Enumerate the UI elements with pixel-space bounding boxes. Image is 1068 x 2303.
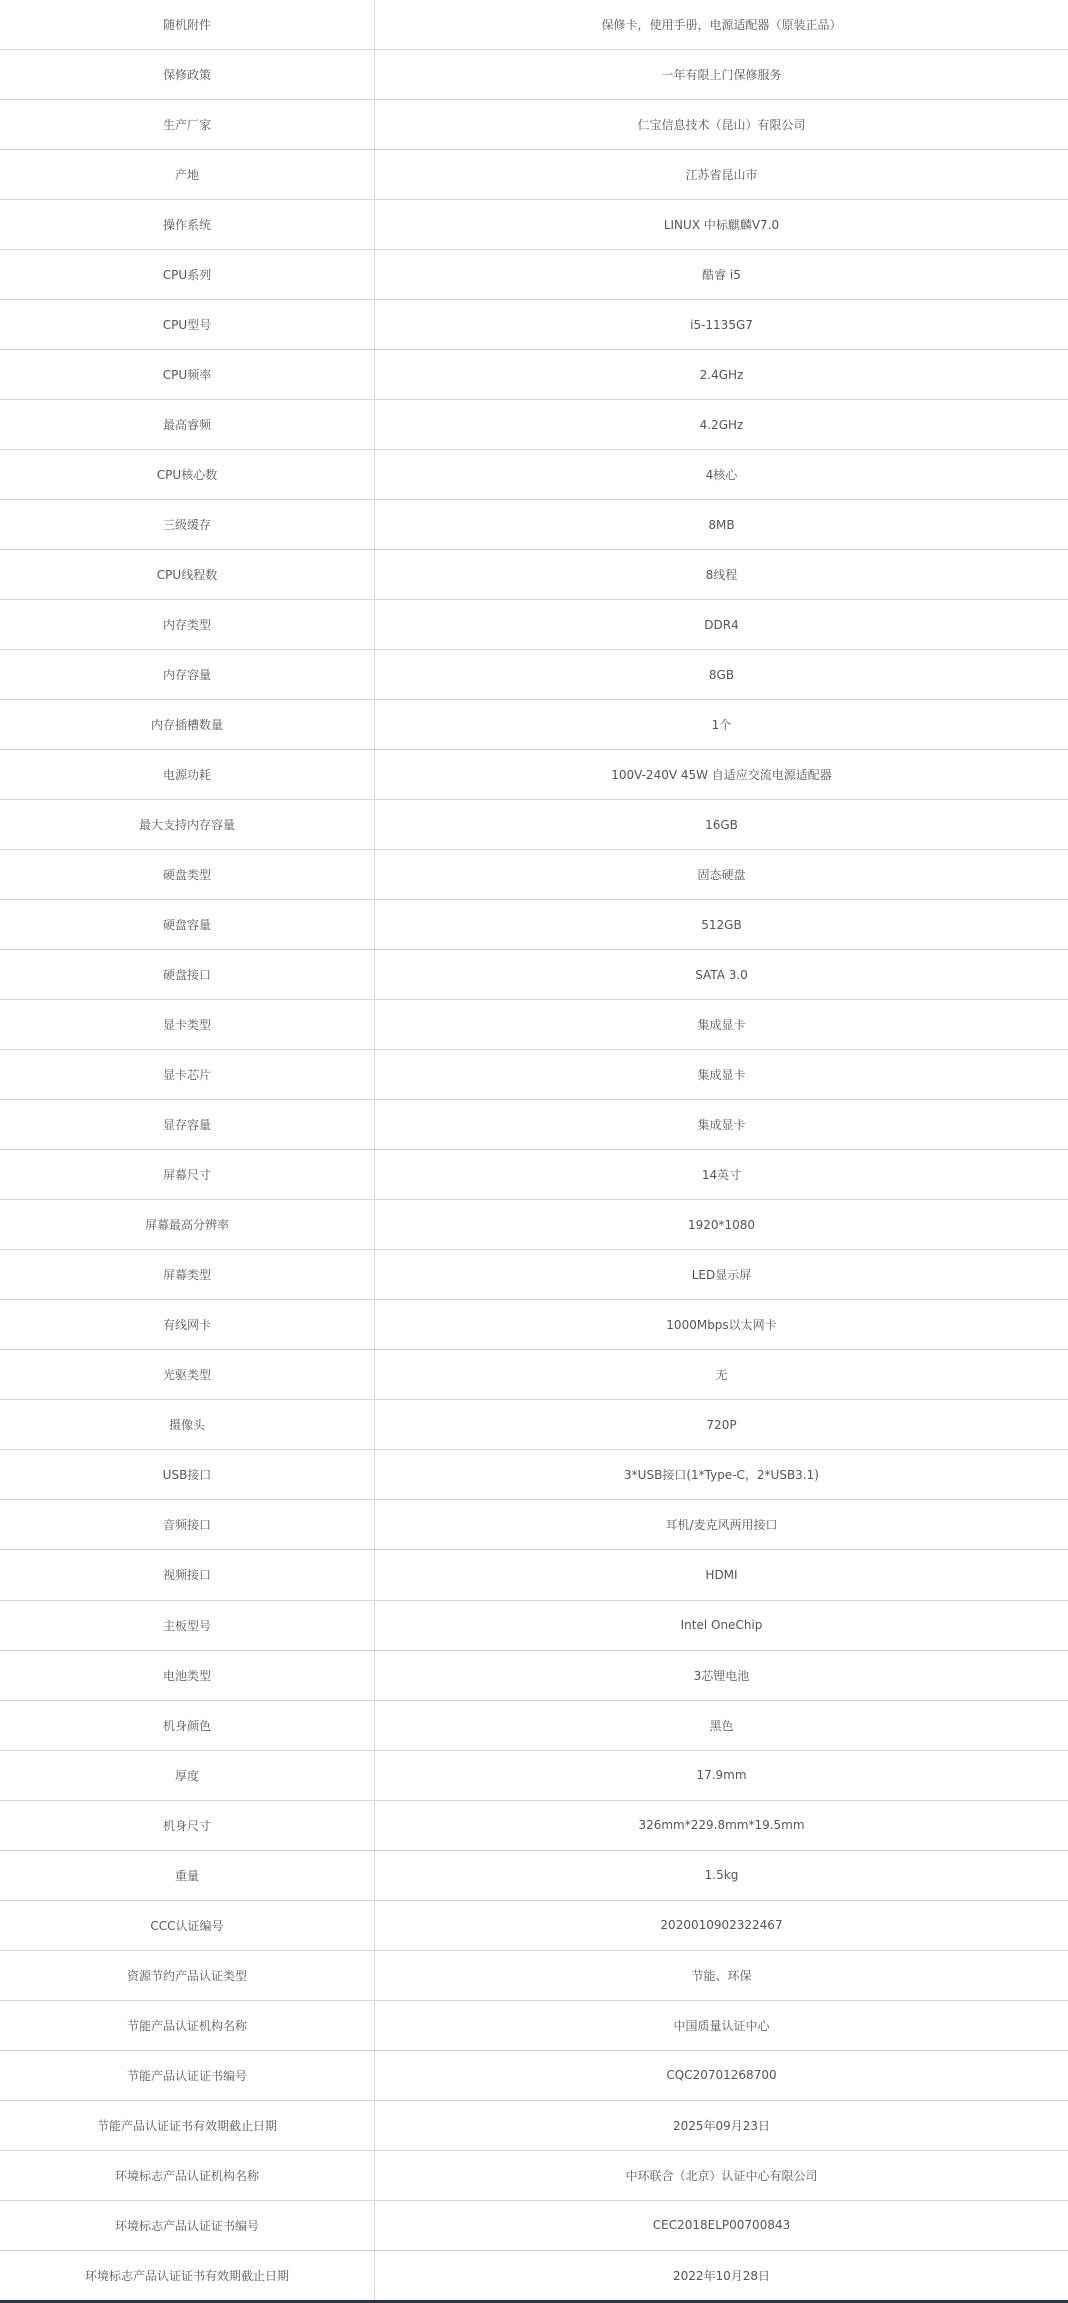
spec-value: 720P [706, 1417, 737, 1432]
spec-value: 17.9mm [696, 1768, 747, 1783]
spec-label: 三级缓存 [0, 500, 375, 549]
spec-label: 显卡芯片 [0, 1050, 375, 1099]
spec-value: LINUX 中标麒麟V7.0 [663, 218, 780, 233]
spec-label: 电池类型 [0, 1651, 375, 1700]
spec-label: 环境标志产品认证机构名称 [0, 2151, 375, 2200]
spec-value: CEC2018ELP00700843 [652, 2218, 791, 2233]
table-row [0, 0, 1068, 50]
spec-label: 视频接口 [0, 1550, 375, 1599]
spec-label: 环境标志产品认证证书有效期截止日期 [0, 2251, 375, 2300]
spec-label: 保修政策 [0, 50, 375, 99]
spec-label: 机身尺寸 [0, 1801, 375, 1850]
table-row [0, 1150, 1068, 1200]
spec-value: 集成显卡 [697, 1068, 746, 1083]
table-row [0, 500, 1068, 550]
spec-value: 1000Mbps以太网卡 [666, 1318, 777, 1333]
table-row [0, 1250, 1068, 1300]
spec-label: 资源节约产品认证类型 [0, 1951, 375, 2000]
spec-value: 固态硬盘 [697, 868, 746, 883]
spec-label: CPU核心数 [0, 450, 375, 499]
spec-value: 仁宝信息技术（昆山）有限公司 [637, 118, 806, 133]
table-row [0, 2201, 1068, 2251]
spec-label: 内存类型 [0, 600, 375, 649]
spec-label: USB接口 [0, 1450, 375, 1499]
spec-label: 内存插槽数量 [0, 700, 375, 749]
table-row [0, 1701, 1068, 1751]
spec-value: 黑色 [709, 1718, 734, 1733]
spec-value: 8GB [708, 667, 735, 682]
spec-value: 集成显卡 [697, 1018, 746, 1033]
table-row [0, 1000, 1068, 1050]
spec-value: 保修卡，使用手册，电源适配器（原装正品） [601, 18, 842, 32]
table-row [0, 150, 1068, 200]
table-row [0, 1550, 1068, 1600]
spec-label: 屏幕尺寸 [0, 1150, 375, 1199]
spec-label: 随机附件 [0, 0, 375, 49]
spec-label: 屏幕类型 [0, 1250, 375, 1299]
spec-value: 耳机/麦克风两用接口 [665, 1518, 778, 1533]
spec-label: 硬盘接口 [0, 950, 375, 999]
spec-label: CPU型号 [0, 300, 375, 349]
table-row [0, 1901, 1068, 1951]
table-row [0, 1751, 1068, 1801]
spec-value: CQC20701268700 [666, 2068, 777, 2083]
table-row [0, 1951, 1068, 2001]
table-row [0, 1450, 1068, 1500]
table-row [0, 550, 1068, 600]
spec-label: 有线网卡 [0, 1300, 375, 1349]
spec-label: 显卡类型 [0, 1000, 375, 1049]
spec-label: CCC认证编号 [0, 1901, 375, 1950]
spec-value: 无 [715, 1368, 728, 1383]
spec-label: 屏幕最高分辨率 [0, 1200, 375, 1249]
spec-label: 操作系统 [0, 200, 375, 249]
spec-label: 环境标志产品认证证书编号 [0, 2201, 375, 2250]
table-row [0, 750, 1068, 800]
spec-label: 主板型号 [0, 1601, 375, 1650]
spec-value: Intel OneChip [680, 1618, 763, 1632]
table-row [0, 900, 1068, 950]
spec-label: 最大支持内存容量 [0, 800, 375, 849]
table-row [0, 400, 1068, 450]
spec-label: CPU系列 [0, 250, 375, 299]
table-row [0, 2051, 1068, 2101]
spec-label: 重量 [0, 1851, 375, 1900]
spec-value: 江苏省昆山市 [685, 168, 758, 183]
spec-label: 最高睿频 [0, 400, 375, 449]
table-row [0, 1651, 1068, 1701]
spec-value: 16GB [705, 817, 738, 832]
table-row [0, 600, 1068, 650]
spec-value: 2020010902322467 [660, 1918, 783, 1933]
spec-value: 2.4GHz [699, 367, 744, 382]
spec-label: 生产厂家 [0, 100, 375, 149]
spec-value: 一年有限上门保修服务 [661, 68, 782, 83]
spec-value: 3*USB接口(1*Type-C，2*USB3.1) [624, 1468, 819, 1483]
spec-label: 摄像头 [0, 1400, 375, 1449]
spec-value: 512GB [701, 917, 742, 932]
spec-value: 8MB [708, 517, 735, 532]
spec-label: 厚度 [0, 1751, 375, 1800]
table-row [0, 2101, 1068, 2151]
spec-value: 集成显卡 [697, 1118, 746, 1133]
spec-value: 4核心 [705, 468, 738, 483]
spec-label: 节能产品认证机构名称 [0, 2001, 375, 2050]
spec-value: 中环联合（北京）认证中心有限公司 [625, 2168, 818, 2183]
table-row [0, 1801, 1068, 1851]
table-row [0, 1851, 1068, 1901]
spec-label: 机身颜色 [0, 1701, 375, 1750]
table-row [0, 1050, 1068, 1100]
table-row [0, 250, 1068, 300]
spec-label: 硬盘类型 [0, 850, 375, 899]
table-row [0, 2001, 1068, 2051]
table-row [0, 1200, 1068, 1250]
table-row [0, 1601, 1068, 1651]
spec-label: CPU频率 [0, 350, 375, 399]
spec-value: 酷睿 i5 [702, 268, 741, 283]
spec-label: 音频接口 [0, 1500, 375, 1549]
spec-value: HDMI [705, 1567, 738, 1582]
table-row [0, 1500, 1068, 1550]
spec-value: 1920*1080 [687, 1217, 756, 1232]
table-row [0, 200, 1068, 250]
table-row [0, 300, 1068, 350]
spec-label: 硬盘容量 [0, 900, 375, 949]
table-row [0, 1400, 1068, 1450]
spec-label: 内存容量 [0, 650, 375, 699]
spec-value: 8线程 [705, 568, 738, 583]
table-row [0, 1350, 1068, 1400]
table-row [0, 2251, 1068, 2300]
table-row [0, 700, 1068, 750]
spec-label: 电源功耗 [0, 750, 375, 799]
spec-value: 中国质量认证中心 [673, 2018, 770, 2033]
spec-value: 14英寸 [701, 1168, 742, 1183]
spec-label: 产地 [0, 150, 375, 199]
table-row [0, 450, 1068, 500]
spec-value: LED显示屏 [691, 1268, 752, 1283]
table-row [0, 950, 1068, 1000]
spec-value: i5-1135G7 [690, 317, 753, 332]
spec-value: 2025年09月23日 [672, 2118, 771, 2133]
table-row [0, 1300, 1068, 1350]
spec-value: DDR4 [704, 617, 739, 632]
spec-value: 4.2GHz [699, 417, 744, 432]
spec-value: 1.5kg [704, 1868, 739, 1883]
spec-value: 1个 [711, 718, 732, 733]
table-row [0, 650, 1068, 700]
spec-value: 3芯锂电池 [693, 1668, 750, 1683]
table-row [0, 100, 1068, 150]
table-row [0, 2151, 1068, 2201]
spec-label: 节能产品认证证书编号 [0, 2051, 375, 2100]
spec-value: 326mm*229.8mm*19.5mm [638, 1818, 805, 1833]
spec-value: 100V-240V 45W 自适应交流电源适配器 [611, 768, 832, 783]
spec-value: SATA 3.0 [695, 967, 748, 982]
spec-value: 节能、环保 [691, 1968, 752, 1983]
table-row [0, 800, 1068, 850]
table-row [0, 1100, 1068, 1150]
table-row [0, 50, 1068, 100]
table-row [0, 350, 1068, 400]
spec-label: 光驱类型 [0, 1350, 375, 1399]
spec-value: 2022年10月28日 [672, 2268, 771, 2283]
spec-label: 显存容量 [0, 1100, 375, 1149]
spec-label: CPU线程数 [0, 550, 375, 599]
spec-label: 节能产品认证证书有效期截止日期 [0, 2101, 375, 2150]
table-row [0, 850, 1068, 900]
